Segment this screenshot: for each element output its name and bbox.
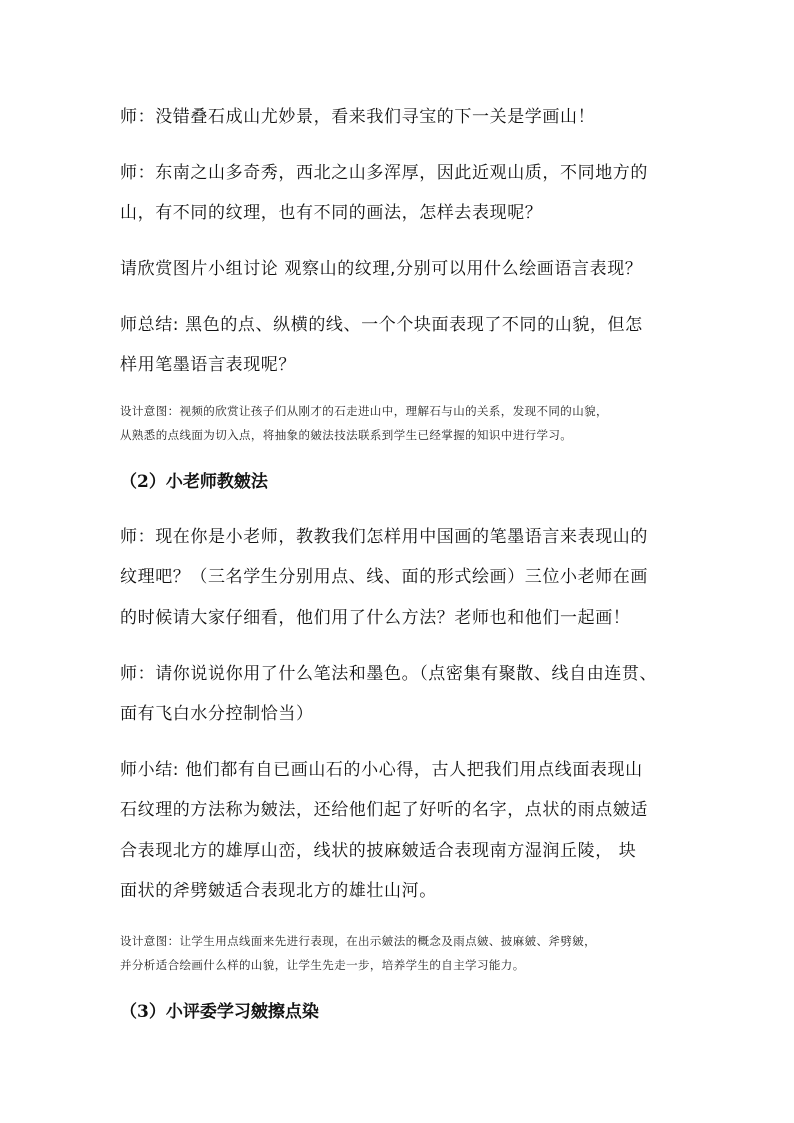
section-heading-little-judge: （3）小评委学习皴擦点染	[120, 1002, 319, 1022]
paragraph-little-teacher-line-3: 的时候请大家仔细看，他们用了什么方法？老师也和他们一起画！	[120, 608, 631, 628]
paragraph-teacher-learn-mountain: 师：没错叠石成山尤妙景，看来我们寻宝的下一关是学画山！	[120, 107, 596, 127]
paragraph-little-teacher-line-2: 纹理吧？（三名学生分别用点、线、面的形式绘画）三位小老师在画	[120, 567, 648, 587]
paragraph-teacher-summary-line-2: 样用笔墨语言表现呢？	[120, 355, 296, 375]
design-intent-note-2-line-2: 并分析适合绘画什么样的山貌，让学生先走一步，培养学生的自主学习能力。	[120, 958, 525, 972]
paragraph-southeast-northwest-line-1: 师：东南之山多奇秀，西北之山多浑厚，因此近观山质，不同地方的	[120, 163, 648, 183]
section-heading-little-teacher: （2）小老师教皴法	[120, 472, 268, 492]
paragraph-brush-technique-line-1: 师：请你说说你用了什么笔法和墨色。（点密集有聚散、线自由连贯、	[120, 664, 658, 684]
paragraph-brush-technique-line-2: 面有飞白水分控制恰当）	[120, 704, 314, 724]
paragraph-little-teacher-line-1: 师：现在你是小老师，教教我们怎样用中国画的笔墨语言来表现山的	[120, 527, 648, 547]
paragraph-southeast-northwest-line-2: 山，有不同的纹理，也有不同的画法，怎样去表现呢？	[120, 203, 543, 223]
paragraph-teacher-conclusion-line-1: 师小结: 他们都有自已画山石的小心得，古人把我们用点线面表现山	[120, 760, 643, 780]
design-intent-note-1-line-1: 设计意图：视频的欣赏让孩子们从刚才的石走进山中，理解石与山的关系，发现不同的山貌，	[120, 404, 608, 418]
paragraph-teacher-conclusion-line-3: 合表现北方的雄厚山峦，线状的披麻皴适合表现南方湿润丘陵， 块	[120, 841, 637, 861]
design-intent-note-1-line-2: 从熟悉的点线面为切入点，将抽象的皴法技法联系到学生已经掌握的知识中进行学习。	[120, 428, 573, 442]
paragraph-teacher-summary-line-1: 师总结: 黑色的点、纵横的线、一个个块面表现了不同的山貌，但怎	[120, 315, 643, 335]
design-intent-note-2-line-1: 设计意图：让学生用点线面来先进行表现，在出示皴法的概念及雨点皴、披麻皴、斧劈皴，	[120, 934, 596, 948]
paragraph-teacher-conclusion-line-2: 石纹理的方法称为皴法，还给他们起了好听的名字，点状的雨点皴适	[120, 800, 648, 820]
paragraph-group-discussion: 请欣赏图片小组讨论 观察山的纹理,分别可以用什么绘画语言表现？	[120, 259, 643, 279]
paragraph-teacher-conclusion-line-4: 面状的斧劈皴适合表现北方的雄壮山河。	[120, 881, 437, 901]
